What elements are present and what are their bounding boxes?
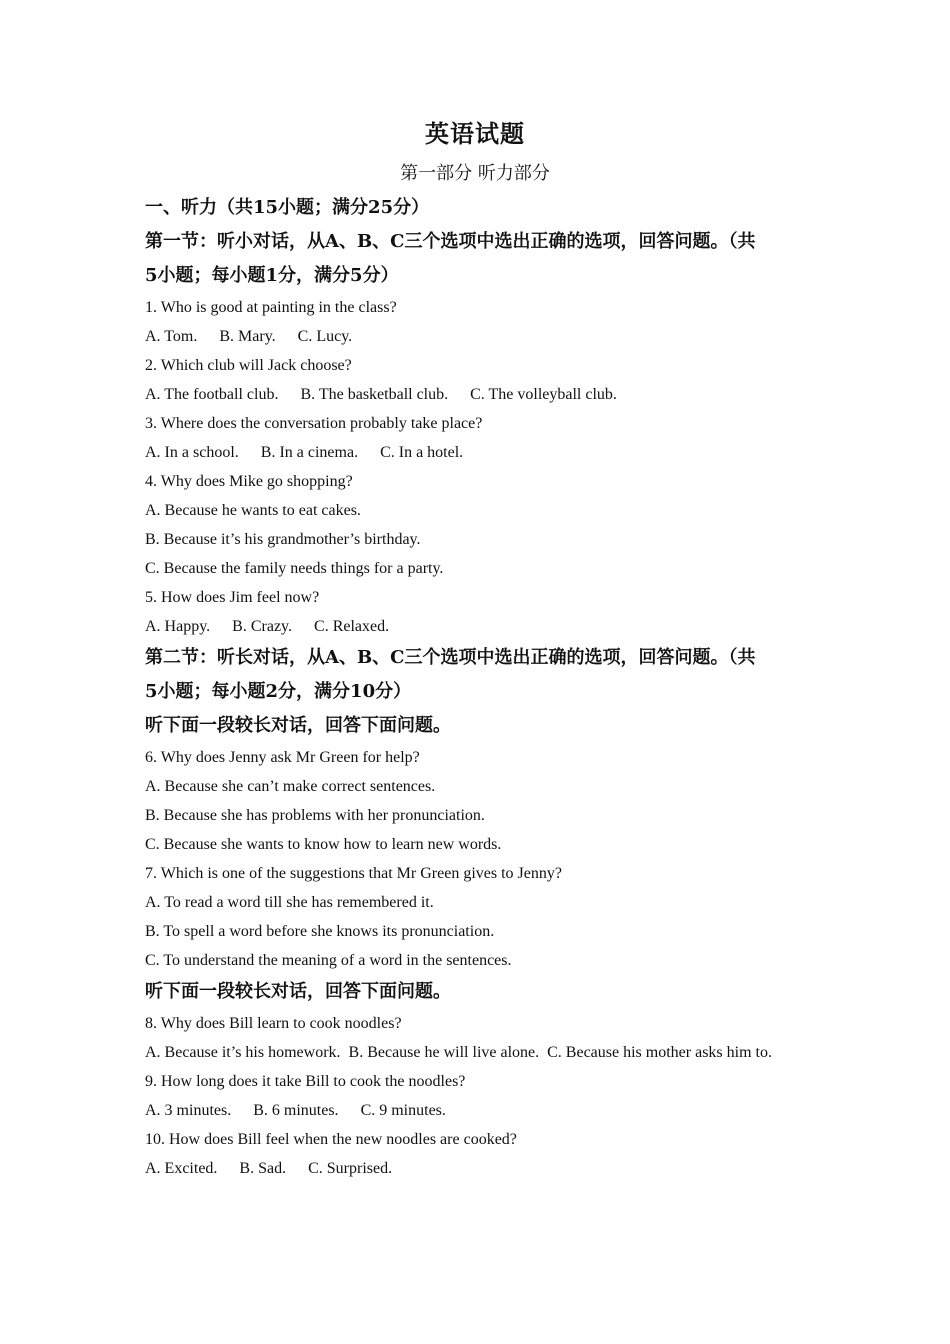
option-b: B. Sad. <box>239 1160 287 1177</box>
option-c: C. Relaxed. <box>314 618 390 635</box>
question-8-options: A. Because it’s his homework. B. Because he will live alone. C. Because his mother asks him to. <box>145 1044 772 1061</box>
question-5: 5. How does Jim feel now? <box>145 589 320 606</box>
option-a: A. In a school. <box>145 444 239 461</box>
option-b: B. 6 minutes. <box>253 1102 339 1119</box>
question-4-option-c: C. Because the family needs things for a party. <box>145 560 444 577</box>
question-10-options <box>145 1154 810 1183</box>
question-9: 9. How long does it take Bill to cook the noodles? <box>145 1073 466 1090</box>
option-a: A. Excited. <box>145 1160 218 1177</box>
exam-content <box>145 191 810 1183</box>
option-c: C. 9 minutes. <box>360 1102 446 1119</box>
question-6-option-a: A. Because she can’t make correct sentences. <box>145 778 436 795</box>
section-heading: 一、听力（共15小题；满分25分） <box>145 197 430 218</box>
question-9-options <box>145 1096 810 1125</box>
question-3: 3. Where does the conversation probably take place? <box>145 415 483 432</box>
listening-instruction-b: 听下面一段较长对话，回答下面问题。 <box>145 981 451 1002</box>
question-7-option-c: C. To understand the meaning of a word in the sentences. <box>145 952 512 969</box>
subsection1-instruction-line2: 5小题；每小题1分，满分5分） <box>145 265 399 286</box>
option-b: B. Crazy. <box>232 618 293 635</box>
option-c: C. The volleyball club. <box>470 386 617 403</box>
option-a: A. The football club. <box>145 386 279 403</box>
question-1: 1. Who is good at painting in the class? <box>145 299 397 316</box>
option-a: A. Tom. <box>145 328 198 345</box>
part-title: 第一部分 听力部分 <box>400 163 550 184</box>
question-4: 4. Why does Mike go shopping? <box>145 473 353 490</box>
option-a: A. 3 minutes. <box>145 1102 232 1119</box>
listening-instruction-a: 听下面一段较长对话，回答下面问题。 <box>145 715 451 736</box>
question-3-options <box>145 438 810 467</box>
option-b: B. In a cinema. <box>260 444 359 461</box>
page-title: 英语试题 <box>425 119 525 148</box>
question-6: 6. Why does Jenny ask Mr Green for help? <box>145 749 420 766</box>
question-7: 7. Which is one of the suggestions that Mr Green gives to Jenny? <box>145 865 562 882</box>
option-b: B. The basketball club. <box>300 386 449 403</box>
question-5-options <box>145 612 810 641</box>
subsection2-instruction-line2: 5小题；每小题2分，满分10分） <box>145 681 412 702</box>
question-4-option-b: B. Because it’s his grandmother’s birthday. <box>145 531 421 548</box>
question-7-option-a: A. To read a word till she has remembered it. <box>145 894 434 911</box>
subsection1-instruction-line1: 第一节：听小对话，从A、B、C三个选项中选出正确的选项，回答问题。（共 <box>145 231 756 252</box>
option-c: C. Lucy. <box>297 328 353 345</box>
option-b: B. Mary. <box>219 328 276 345</box>
question-6-option-b: B. Because she has problems with her pronunciation. <box>145 807 485 824</box>
subsection2-instruction-line1: 第二节：听长对话，从A、B、C三个选项中选出正确的选项，回答问题。（共 <box>145 647 756 668</box>
option-c: C. Surprised. <box>308 1160 393 1177</box>
question-4-option-a: A. Because he wants to eat cakes. <box>145 502 361 519</box>
question-2-options <box>145 380 810 409</box>
question-8: 8. Why does Bill learn to cook noodles? <box>145 1015 402 1032</box>
question-10: 10. How does Bill feel when the new noodles are cooked? <box>145 1131 517 1148</box>
question-2: 2. Which club will Jack choose? <box>145 357 352 374</box>
question-1-options <box>145 322 810 351</box>
option-c: C. In a hotel. <box>380 444 464 461</box>
question-7-option-b: B. To spell a word before she knows its pronunciation. <box>145 923 495 940</box>
question-6-option-c: C. Because she wants to know how to learn new words. <box>145 836 502 853</box>
option-a: A. Happy. <box>145 618 211 635</box>
